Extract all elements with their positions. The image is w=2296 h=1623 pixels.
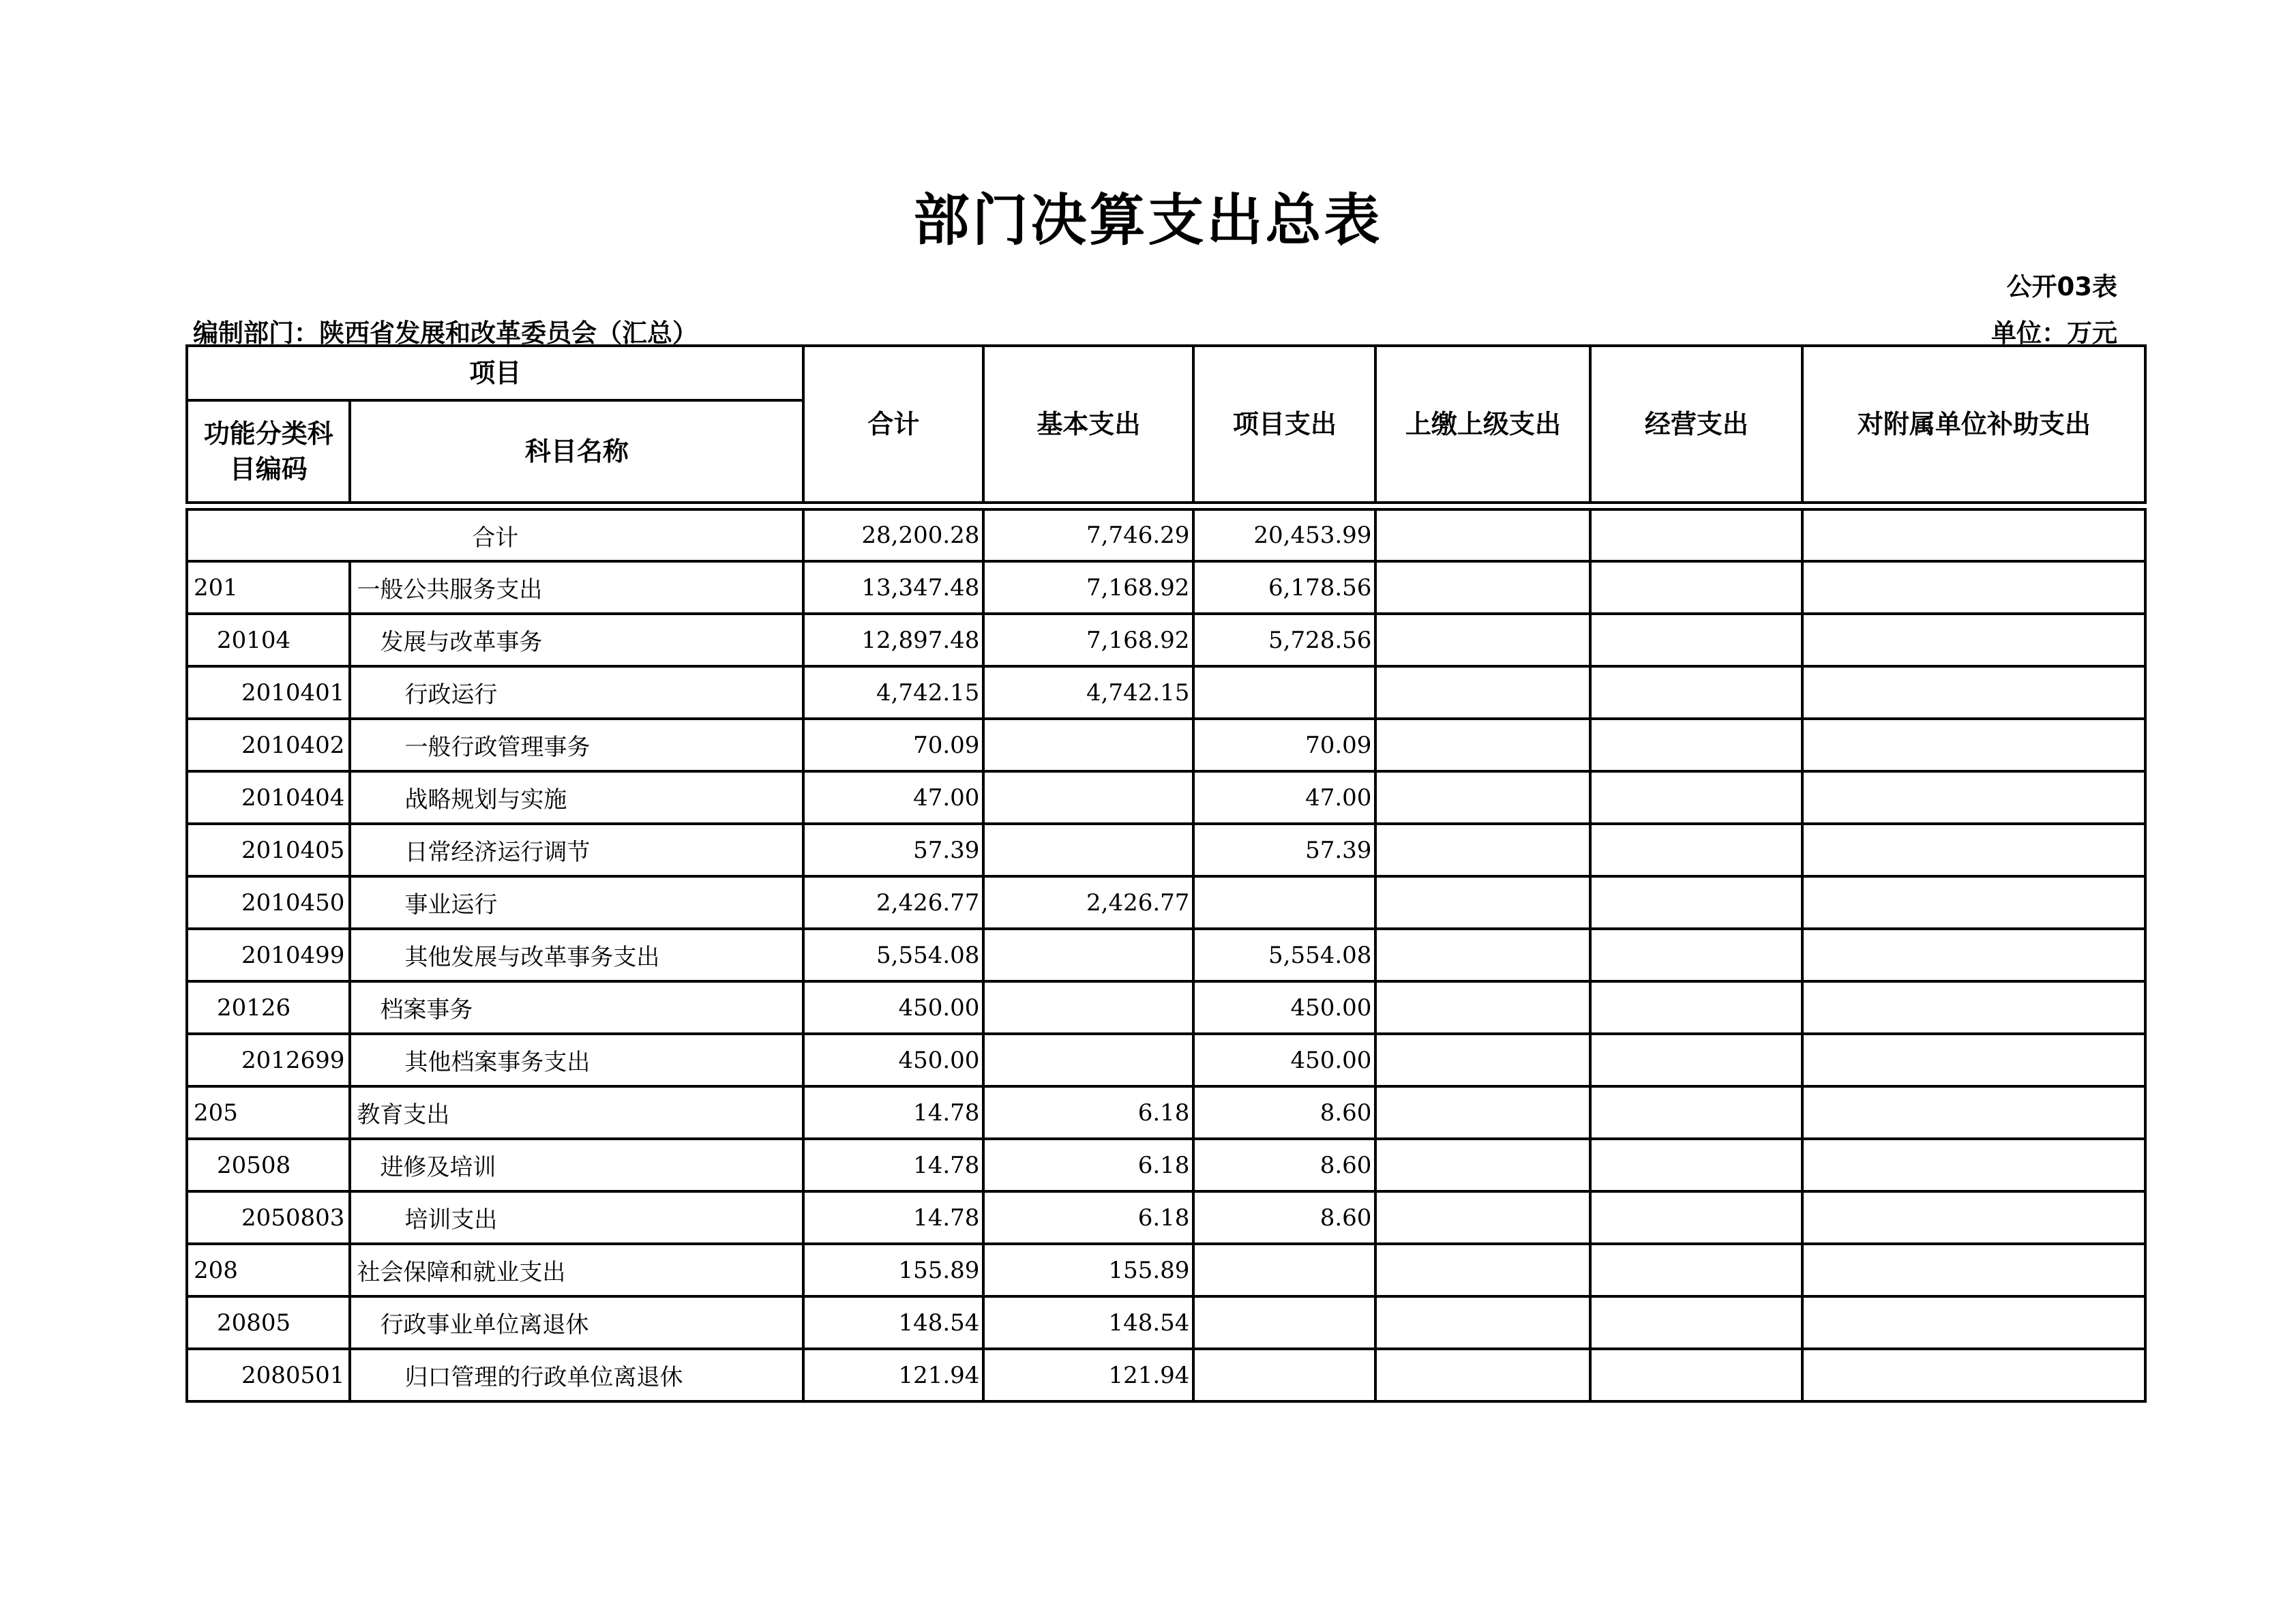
row-operating xyxy=(1590,1086,1802,1139)
row-basic xyxy=(983,719,1193,771)
row-subsidy xyxy=(1802,719,2145,771)
row-upper xyxy=(1375,824,1590,876)
row-code: 201 xyxy=(187,561,350,614)
row-code: 20104 xyxy=(187,614,350,666)
row-basic: 6.18 xyxy=(983,1086,1193,1139)
row-code: 2010402 xyxy=(187,719,350,771)
total-label: 合计 xyxy=(187,509,803,561)
table-row xyxy=(187,1191,2145,1244)
row-project: 47.00 xyxy=(1193,771,1375,824)
row-code: 205 xyxy=(187,1086,350,1139)
row-name: 档案事务 xyxy=(350,981,803,1034)
row-operating xyxy=(1590,614,1802,666)
row-subsidy xyxy=(1802,929,2145,981)
row-basic: 121.94 xyxy=(983,1349,1193,1401)
row-operating xyxy=(1590,561,1802,614)
row-project: 6,178.56 xyxy=(1193,561,1375,614)
row-basic: 4,742.15 xyxy=(983,666,1193,719)
table-row xyxy=(187,614,2145,666)
row-name: 归口管理的行政单位离退休 xyxy=(350,1349,803,1401)
row-subsidy xyxy=(1802,824,2145,876)
row-subsidy xyxy=(1802,1244,2145,1296)
row-name: 其他发展与改革事务支出 xyxy=(350,929,803,981)
row-basic: 7,168.92 xyxy=(983,561,1193,614)
total-upper xyxy=(1375,509,1590,561)
total-total: 28,200.28 xyxy=(803,509,983,561)
row-project xyxy=(1193,1349,1375,1401)
row-total: 57.39 xyxy=(803,824,983,876)
header-subsidy: 对附属单位补助支出 xyxy=(1802,346,2145,503)
row-upper xyxy=(1375,1349,1590,1401)
table-row xyxy=(187,981,2145,1034)
row-name: 行政运行 xyxy=(350,666,803,719)
row-subsidy xyxy=(1802,614,2145,666)
row-operating xyxy=(1590,1244,1802,1296)
row-subsidy xyxy=(1802,1191,2145,1244)
row-upper xyxy=(1375,929,1590,981)
row-project xyxy=(1193,1244,1375,1296)
expenditure-table xyxy=(185,344,2147,1403)
row-total: 14.78 xyxy=(803,1191,983,1244)
row-operating xyxy=(1590,1034,1802,1086)
row-operating xyxy=(1590,666,1802,719)
row-upper xyxy=(1375,771,1590,824)
row-project: 5,554.08 xyxy=(1193,929,1375,981)
row-total: 2,426.77 xyxy=(803,876,983,929)
header-operating: 经营支出 xyxy=(1590,346,1802,503)
row-upper xyxy=(1375,614,1590,666)
row-code: 2050803 xyxy=(187,1191,350,1244)
row-total: 12,897.48 xyxy=(803,614,983,666)
row-code: 2010404 xyxy=(187,771,350,824)
header-project: 项目 xyxy=(187,346,803,400)
row-name: 一般公共服务支出 xyxy=(350,561,803,614)
row-operating xyxy=(1590,929,1802,981)
row-subsidy xyxy=(1802,561,2145,614)
row-upper xyxy=(1375,561,1590,614)
total-operating xyxy=(1590,509,1802,561)
row-basic: 6.18 xyxy=(983,1139,1193,1191)
row-project xyxy=(1193,1296,1375,1349)
row-total: 5,554.08 xyxy=(803,929,983,981)
row-project xyxy=(1193,876,1375,929)
header-name: 科目名称 xyxy=(350,400,803,503)
header-basic: 基本支出 xyxy=(983,346,1193,503)
total-subsidy xyxy=(1802,509,2145,561)
header-code: 功能分类科目编码 xyxy=(187,400,350,503)
row-basic xyxy=(983,929,1193,981)
row-basic xyxy=(983,1034,1193,1086)
row-operating xyxy=(1590,771,1802,824)
row-project: 5,728.56 xyxy=(1193,614,1375,666)
row-total: 450.00 xyxy=(803,1034,983,1086)
row-upper xyxy=(1375,1034,1590,1086)
row-name: 行政事业单位离退休 xyxy=(350,1296,803,1349)
row-name: 事业运行 xyxy=(350,876,803,929)
table-row xyxy=(187,1086,2145,1139)
table-row xyxy=(187,771,2145,824)
row-code: 2080501 xyxy=(187,1349,350,1401)
row-name: 进修及培训 xyxy=(350,1139,803,1191)
row-upper xyxy=(1375,981,1590,1034)
row-project xyxy=(1193,666,1375,719)
row-total: 4,742.15 xyxy=(803,666,983,719)
row-name: 战略规划与实施 xyxy=(350,771,803,824)
table-row xyxy=(187,719,2145,771)
row-name: 其他档案事务支出 xyxy=(350,1034,803,1086)
row-operating xyxy=(1590,1139,1802,1191)
row-subsidy xyxy=(1802,1349,2145,1401)
table-row xyxy=(187,1139,2145,1191)
row-total: 450.00 xyxy=(803,981,983,1034)
row-code: 2010499 xyxy=(187,929,350,981)
table-row xyxy=(187,824,2145,876)
row-subsidy xyxy=(1802,666,2145,719)
row-code: 2010450 xyxy=(187,876,350,929)
row-basic: 155.89 xyxy=(983,1244,1193,1296)
row-project: 8.60 xyxy=(1193,1086,1375,1139)
row-code: 2010401 xyxy=(187,666,350,719)
row-basic: 6.18 xyxy=(983,1191,1193,1244)
row-operating xyxy=(1590,719,1802,771)
row-upper xyxy=(1375,1139,1590,1191)
total-project: 20,453.99 xyxy=(1193,509,1375,561)
row-operating xyxy=(1590,981,1802,1034)
row-upper xyxy=(1375,719,1590,771)
row-project: 8.60 xyxy=(1193,1191,1375,1244)
row-subsidy xyxy=(1802,981,2145,1034)
row-operating xyxy=(1590,876,1802,929)
row-upper xyxy=(1375,666,1590,719)
row-subsidy xyxy=(1802,1139,2145,1191)
table-number: 公开03表 xyxy=(2006,272,2117,301)
row-code: 208 xyxy=(187,1244,350,1296)
row-project: 450.00 xyxy=(1193,981,1375,1034)
header-total: 合计 xyxy=(803,346,983,503)
row-project: 57.39 xyxy=(1193,824,1375,876)
row-upper xyxy=(1375,1296,1590,1349)
row-operating xyxy=(1590,1191,1802,1244)
row-total: 47.00 xyxy=(803,771,983,824)
table-row xyxy=(187,876,2145,929)
row-basic xyxy=(983,981,1193,1034)
row-basic: 148.54 xyxy=(983,1296,1193,1349)
table-row xyxy=(187,1349,2145,1401)
table-row xyxy=(187,929,2145,981)
row-total: 155.89 xyxy=(803,1244,983,1296)
row-upper xyxy=(1375,1191,1590,1244)
row-code: 20805 xyxy=(187,1296,350,1349)
row-total: 14.78 xyxy=(803,1139,983,1191)
row-subsidy xyxy=(1802,1086,2145,1139)
row-upper xyxy=(1375,1244,1590,1296)
header-upper-payment: 上缴上级支出 xyxy=(1375,346,1590,503)
row-operating xyxy=(1590,824,1802,876)
row-total: 70.09 xyxy=(803,719,983,771)
row-name: 一般行政管理事务 xyxy=(350,719,803,771)
row-name: 教育支出 xyxy=(350,1086,803,1139)
table-row xyxy=(187,561,2145,614)
row-code: 20126 xyxy=(187,981,350,1034)
row-subsidy xyxy=(1802,876,2145,929)
row-basic xyxy=(983,824,1193,876)
row-total: 13,347.48 xyxy=(803,561,983,614)
row-name: 培训支出 xyxy=(350,1191,803,1244)
row-total: 121.94 xyxy=(803,1349,983,1401)
row-code: 20508 xyxy=(187,1139,350,1191)
row-total: 14.78 xyxy=(803,1086,983,1139)
row-name: 发展与改革事务 xyxy=(350,614,803,666)
table-row xyxy=(187,1296,2145,1349)
row-project: 70.09 xyxy=(1193,719,1375,771)
row-name: 社会保障和就业支出 xyxy=(350,1244,803,1296)
row-basic xyxy=(983,771,1193,824)
row-project: 450.00 xyxy=(1193,1034,1375,1086)
total-row xyxy=(187,509,2145,561)
row-subsidy xyxy=(1802,1296,2145,1349)
row-operating xyxy=(1590,1296,1802,1349)
row-subsidy xyxy=(1802,1034,2145,1086)
header-project-expense: 项目支出 xyxy=(1193,346,1375,503)
row-code: 2010405 xyxy=(187,824,350,876)
row-code: 2012699 xyxy=(187,1034,350,1086)
preparing-department: 编制部门：陕西省发展和改革委员会（汇总） xyxy=(193,318,698,348)
table-row xyxy=(187,666,2145,719)
row-name: 日常经济运行调节 xyxy=(350,824,803,876)
row-subsidy xyxy=(1802,771,2145,824)
unit-label: 单位：万元 xyxy=(1991,318,2117,348)
table-row xyxy=(187,1034,2145,1086)
table-row xyxy=(187,1244,2145,1296)
page-title: 部门决算支出总表 xyxy=(913,188,1383,253)
total-basic: 7,746.29 xyxy=(983,509,1193,561)
row-upper xyxy=(1375,1086,1590,1139)
row-project: 8.60 xyxy=(1193,1139,1375,1191)
row-basic: 7,168.92 xyxy=(983,614,1193,666)
row-operating xyxy=(1590,1349,1802,1401)
row-total: 148.54 xyxy=(803,1296,983,1349)
row-basic: 2,426.77 xyxy=(983,876,1193,929)
row-upper xyxy=(1375,876,1590,929)
